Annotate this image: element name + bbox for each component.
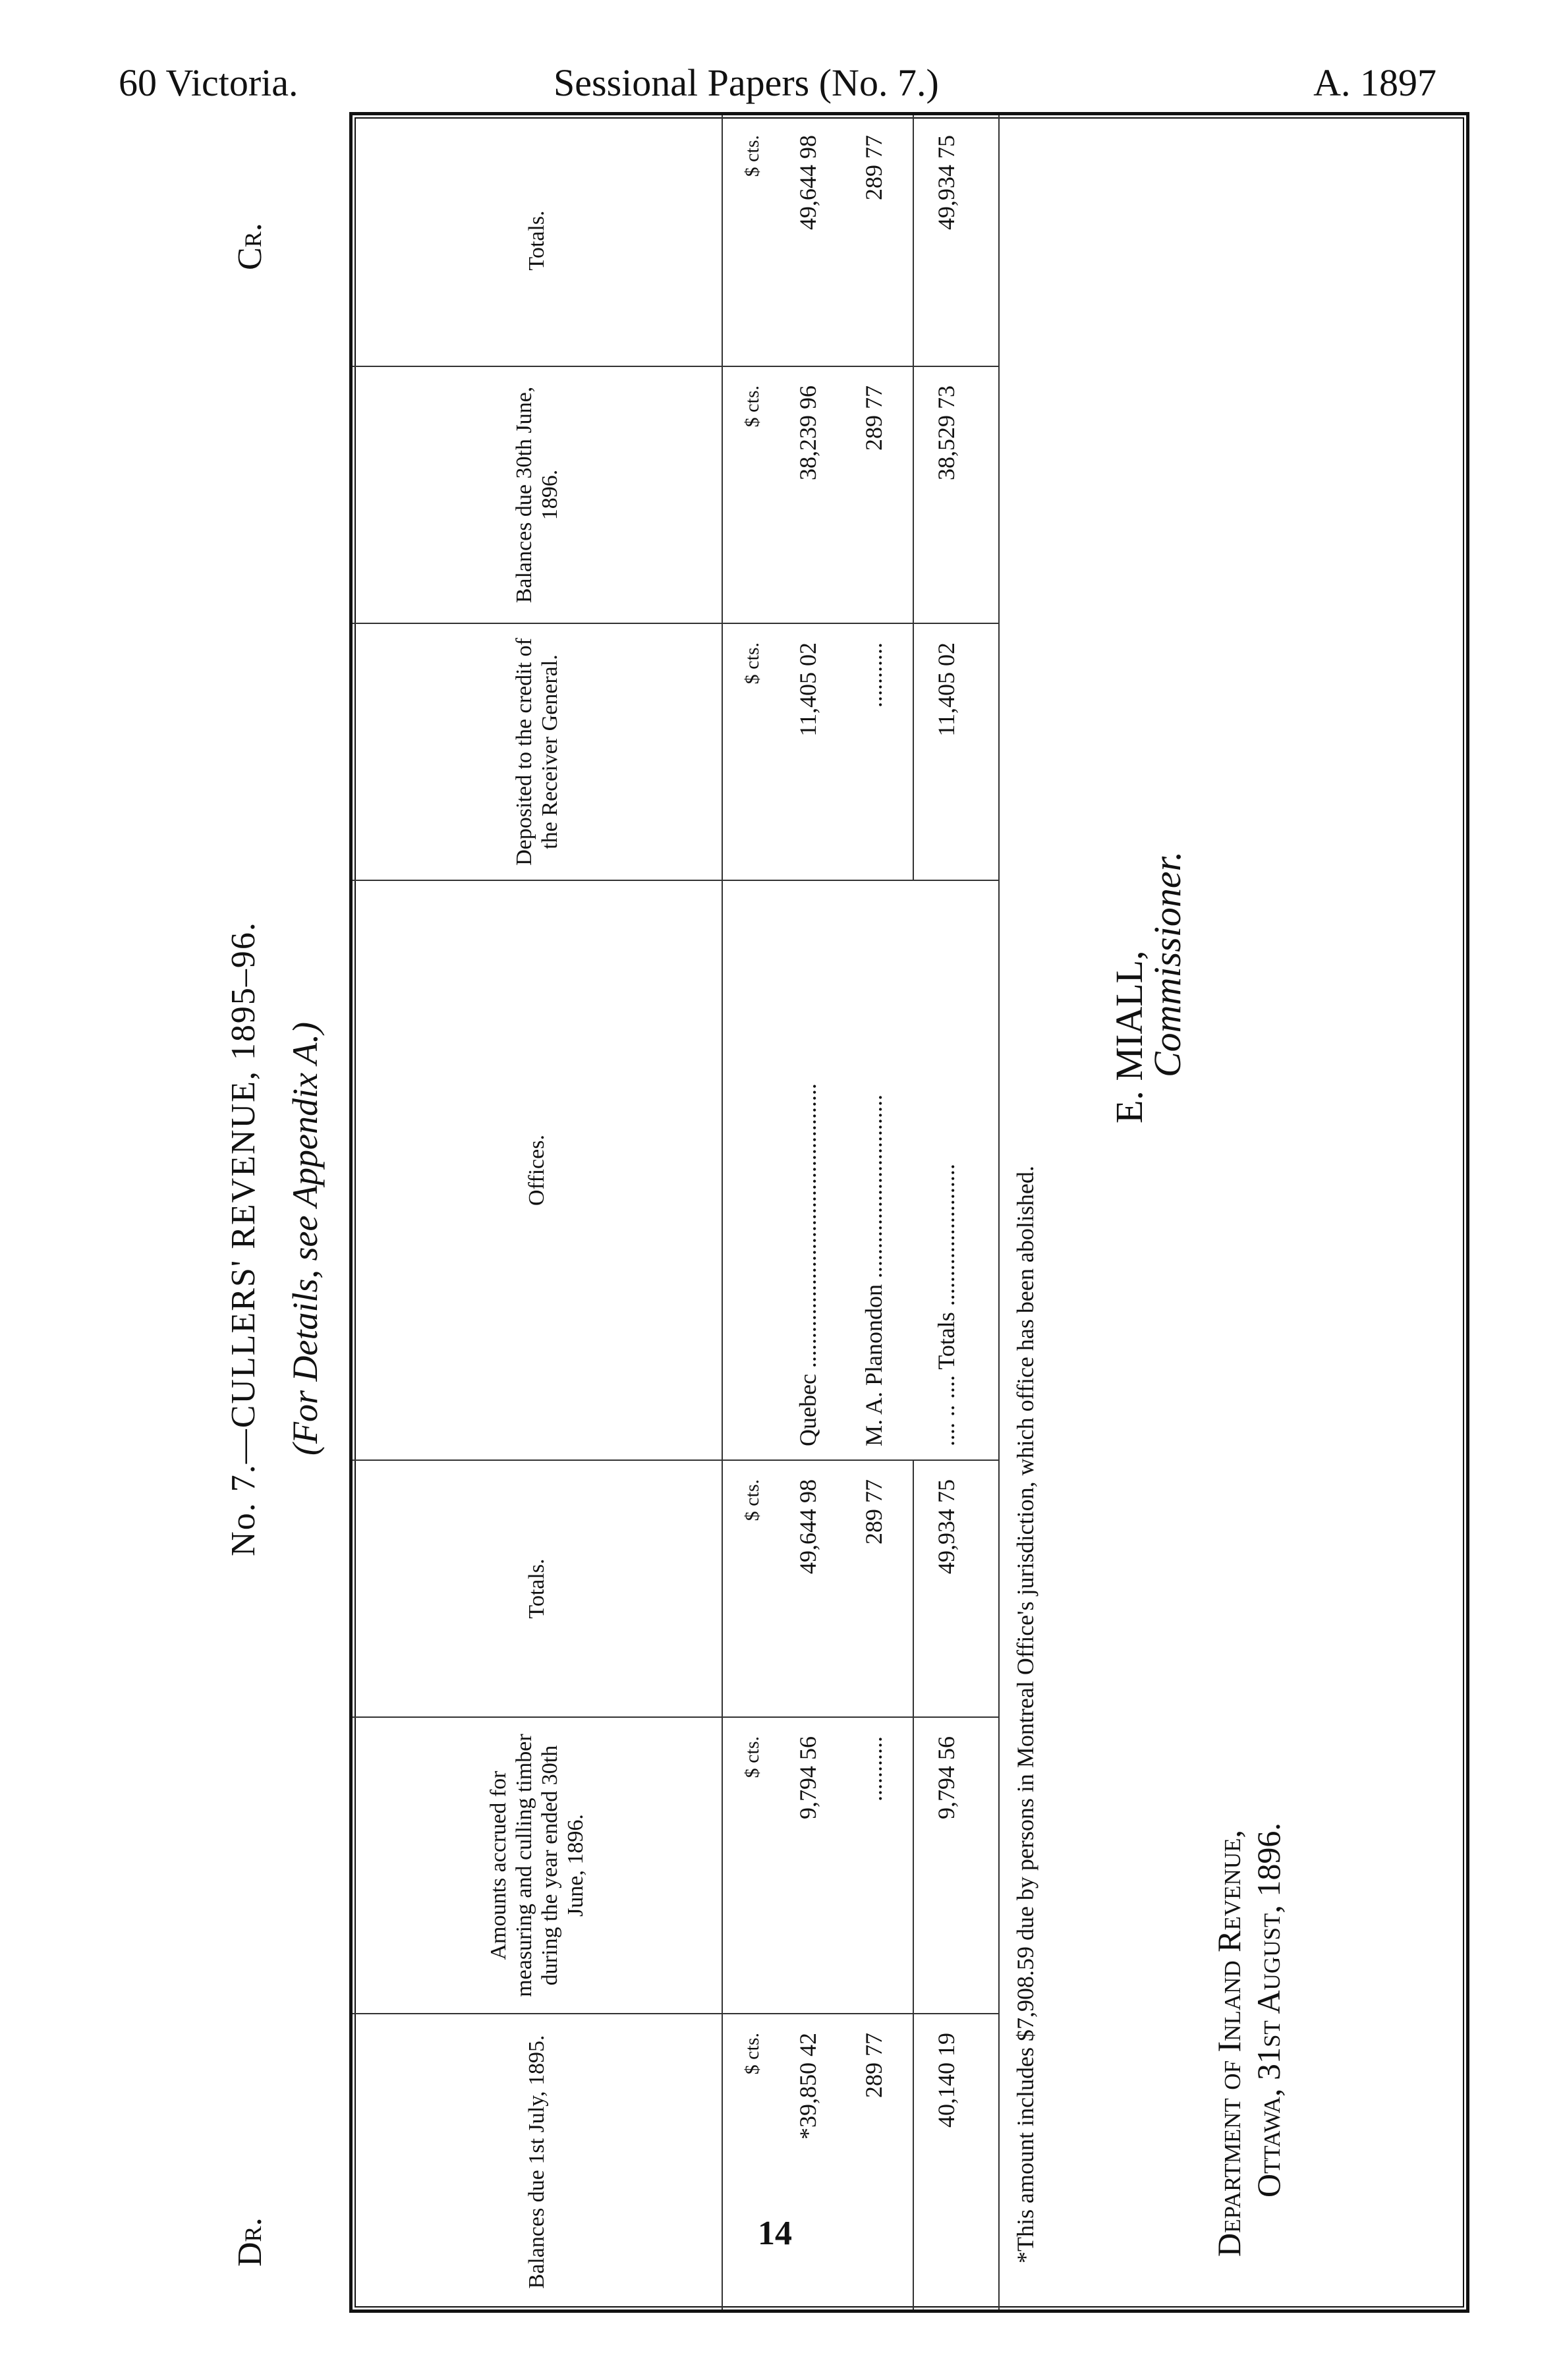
row-quebec-total-dr: 49,644 98 [795, 1479, 821, 1574]
row-planondon-deposited: ........... [861, 642, 887, 708]
table-title: No. 7.—CULLERS' REVENUE, 1895–96. [225, 921, 262, 1556]
totals-rule-left [913, 1459, 914, 2309]
debit-label: Dr. [231, 2217, 269, 2267]
running-head [92, 61, 1436, 120]
unit-label: $ cts. [741, 1736, 763, 1778]
row-quebec-amount-accrued: 9,794 56 [795, 1736, 821, 1819]
ledger-table [349, 112, 1469, 2313]
row-planondon-balance-1895: 289 77 [861, 2033, 887, 2098]
row-planondon-total-cr: 289 77 [861, 135, 887, 200]
totals-deposited: 11,405 02 [933, 642, 959, 737]
totals-rule-right [913, 115, 914, 880]
unit-label: $ cts. [741, 1479, 763, 1521]
row-quebec-office: Quebec ................................................ [795, 1083, 821, 1446]
header-deposited: Deposited to the credit of the Receiver General. [353, 623, 722, 880]
department-block [1209, 1823, 1288, 2257]
rotated-table-page [224, 119, 1463, 2359]
row-quebec-balance-1896: 38,239 96 [795, 385, 821, 480]
running-head-right: A. 1897 [1313, 61, 1436, 104]
department-line-1: Department of Inland Revenue, [1210, 1830, 1247, 2257]
totals-total-dr: 49,934 75 [933, 1479, 959, 1574]
row-quebec-total-cr: 49,644 98 [795, 135, 821, 230]
signer-name: E. MIALL, [1108, 950, 1151, 1123]
row-quebec-balance-1895: *39,850 42 [795, 2033, 821, 2139]
row-planondon-amount-accrued: ........... [861, 1736, 887, 1801]
header-offices: Offices. [353, 880, 722, 1459]
totals-office: .... .. .... Totals ........................ [933, 1164, 959, 1446]
header-balances-1896: Balances due 30th June, 1896. [353, 366, 722, 623]
table-subtitle: (For Details, see Appendix A.) [285, 1022, 325, 1456]
header-totals-cr: Totals. [525, 210, 550, 271]
department-line-2: Ottawa, 31st August, 1896. [1250, 1823, 1287, 2197]
credit-label: Cr. [231, 223, 269, 270]
row-planondon-balance-1896: 289 77 [861, 385, 887, 451]
totals-balance-1895: 40,140 19 [933, 2033, 959, 2128]
totals-balance-1896: 38,529 73 [933, 385, 959, 480]
row-quebec-deposited: 11,405 02 [795, 642, 821, 737]
signature-block [1110, 851, 1187, 1123]
header-totals-dr: Totals. [353, 1459, 722, 1716]
row-planondon-office: M. A. Planondon ............................... [861, 1094, 887, 1446]
totals-total-cr: 49,934 75 [933, 135, 959, 230]
running-head-left: 60 Victoria. [119, 61, 298, 104]
table-bottom-rule [998, 115, 1000, 2309]
signer-role: Commissioner. [1146, 851, 1189, 1077]
row-planondon-total-dr: 289 77 [861, 1479, 887, 1544]
header-amounts-accrued: Amounts accrued for measuring and culling timber during the year ended 30th June, 1896. [353, 1716, 722, 2013]
unit-label: $ cts. [741, 135, 763, 177]
unit-label: $ cts. [741, 385, 763, 428]
page-number: 14 [758, 2215, 792, 2252]
totals-amount-accrued: 9,794 56 [933, 1736, 959, 1819]
header-balances-1895: Balances due 1st July, 1895. [353, 2013, 722, 2309]
footnote: *This amount includes $7,908.59 due by persons in Montreal Office's jurisdiction, which office has been abolished. [1012, 1166, 1038, 2263]
unit-label: $ cts. [741, 2033, 763, 2075]
unit-label: $ cts. [741, 642, 763, 685]
running-head-center: Sessional Papers (No. 7.) [554, 61, 939, 104]
